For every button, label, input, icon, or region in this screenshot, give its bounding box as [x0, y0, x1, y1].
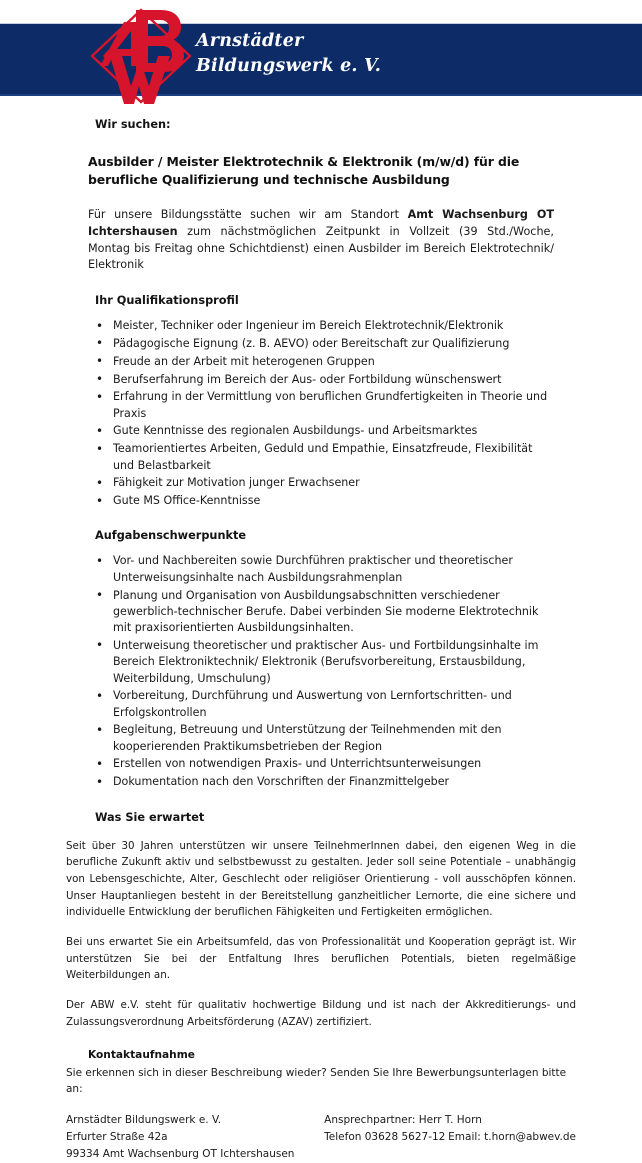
contact-email[interactable]: Email: t.horn@abwev.de — [448, 1130, 576, 1143]
offer-paragraph-2: Bei uns erwartet Sie ein Arbeitsumfeld, das von Professionalität und Kooperation geprägt ist. Wir unterstützen Sie bei der Entfaltung Ihres beruflichen Potentials, bieten regelmäßige Weiterbildungen an. — [66, 935, 576, 982]
tasks-heading: Aufgabenschwerpunkte — [95, 529, 247, 543]
eyebrow-label: Wir suchen: — [95, 118, 171, 131]
job-posting-content — [0, 110, 642, 1163]
contact-lead: Sie erkennen sich in dieser Beschreibung wieder? Senden Sie Ihre Bewerbungsunterlagen bitte an: — [66, 1067, 567, 1096]
page-header — [0, 0, 642, 110]
contact-heading: Kontaktaufnahme — [88, 1049, 195, 1062]
job-title: Ausbilder / Meister Elektrotechnik & Elektronik (m/w/d) für die berufliche Qualifizierung und technische Ausbildung — [88, 154, 520, 187]
intro-location: Amt Wachsenburg OT Ichtershausen — [88, 207, 554, 238]
contact-phone-email-row — [324, 1129, 576, 1146]
intro-before: Für unsere Bildungsstätte suchen wir am Standort — [88, 207, 408, 221]
contact-org: Arnstädter Bildungswerk e. V. — [66, 1113, 222, 1126]
contact-details — [66, 1112, 576, 1163]
list-item: • Teamorientiertes Arbeiten, Geduld und Empathie, Einsatzfreude, Flexibilität und Belastbarkeit — [88, 441, 554, 474]
qualification-list — [88, 318, 554, 509]
tasks-list — [88, 553, 554, 790]
contact-street: Erfurter Straße 42a — [66, 1130, 168, 1143]
organization-name — [196, 29, 556, 80]
contact-person-column — [324, 1112, 576, 1163]
list-item: • Gute MS Office-Kenntnisse — [88, 493, 554, 509]
list-item: • Pädagogische Eignung (z. B. AEVO) oder Bereitschaft zur Qualifizierung — [88, 336, 554, 352]
list-item: • Erstellen von notwendigen Praxis- und Unterrichtsunterweisungen — [88, 756, 554, 772]
contact-phone: Telefon 03628 5627-12 — [324, 1130, 446, 1143]
list-item: • Dokumentation nach den Vorschriften der Finanzmittelgeber — [88, 774, 554, 790]
list-item: • Planung und Organisation von Ausbildungsabschnitten verschiedener gewerblich-technischer Berufe. Dabei verbinden Sie moderne Elektrotechnik mit praxisorientierten Ausbildungsinhalten. — [88, 588, 554, 637]
list-item: • Meister, Techniker oder Ingenieur im Bereich Elektrotechnik/Elektronik — [88, 318, 554, 334]
list-item: • Berufserfahrung im Bereich der Aus- oder Fortbildung wünschenswert — [88, 372, 554, 388]
abw-logo-icon — [86, 4, 196, 108]
list-item: • Freude an der Arbeit mit heterogenen Gruppen — [88, 354, 554, 370]
list-item: • Unterweisung theoretischer und praktischer Aus- und Fortbildungsinhalte im Bereich Elektroniktechnik/ Elektronik (Berufsvorbereitung, Erstausbildung, Weiterbildung, Umschulung) — [88, 638, 554, 687]
qualification-heading: Ihr Qualifikationsprofil — [95, 294, 239, 308]
list-item: • Erfahrung in der Vermittlung von beruflichen Grundfertigkeiten in Theorie und Praxis — [88, 389, 554, 422]
org-name-line-2: Bildungswerk e. V. — [196, 56, 382, 77]
intro-after: zum nächstmöglichen Zeitpunkt in Vollzeit (39 Std./Woche, Montag bis Freitag ohne Schichtdienst) einen Ausbilder im Bereich Elektrotechnik/ Elektronik — [88, 224, 554, 272]
offer-paragraph-1: Seit über 30 Jahren unterstützen wir unsere TeilnehmerInnen dabei, den eigenen Weg in die berufliche Zukunft aktiv und selbstbewusst zu gestalten. Jeder soll seine Potentiale – unabhängig von Lebensgeschichte, Alter, Geschlecht oder religiöser Orientierung - voll ausschöpfen können. Unser Hauptanliegen besteht in der Bereitstellung ganzheitlicher Lernorte, die eine sichere und individuelle Entwicklung der beruflichen Fähigkeiten und Fertigkeiten ermöglichen. — [66, 839, 576, 919]
list-item: • Begleitung, Betreuung und Unterstützung der Teilnehmenden mit den kooperierenden Praktikumsbetrieben der Region — [88, 722, 554, 755]
list-item: • Gute Kenntnisse des regionalen Ausbildungs- und Arbeitsmarktes — [88, 423, 554, 439]
list-item: • Vorbereitung, Durchführung und Auswertung von Lernfortschritten- und Erfolgskontrollen — [88, 688, 554, 721]
offer-paragraph-3: Der ABW e.V. steht für qualitativ hochwertige Bildung und ist nach der Akkreditierungs- und Zulassungsverordnung Arbeitsförderung (AZAV) zertifiziert. — [66, 998, 576, 1028]
list-item: • Fähigkeit zur Motivation junger Erwachsener — [88, 475, 554, 491]
intro-paragraph — [88, 207, 554, 274]
offer-heading: Was Sie erwartet — [95, 810, 205, 824]
list-item: • Vor- und Nachbereiten sowie Durchführen praktischer und theoretischer Unterweisungsinhalte nach Ausbildungsrahmenplan — [88, 553, 554, 586]
contact-address-column — [66, 1112, 324, 1163]
contact-person: Ansprechpartner: Herr T. Horn — [324, 1113, 482, 1126]
org-name-line-1: Arnstädter — [196, 31, 304, 51]
contact-city: 99334 Amt Wachsenburg OT Ichtershausen — [66, 1147, 295, 1160]
